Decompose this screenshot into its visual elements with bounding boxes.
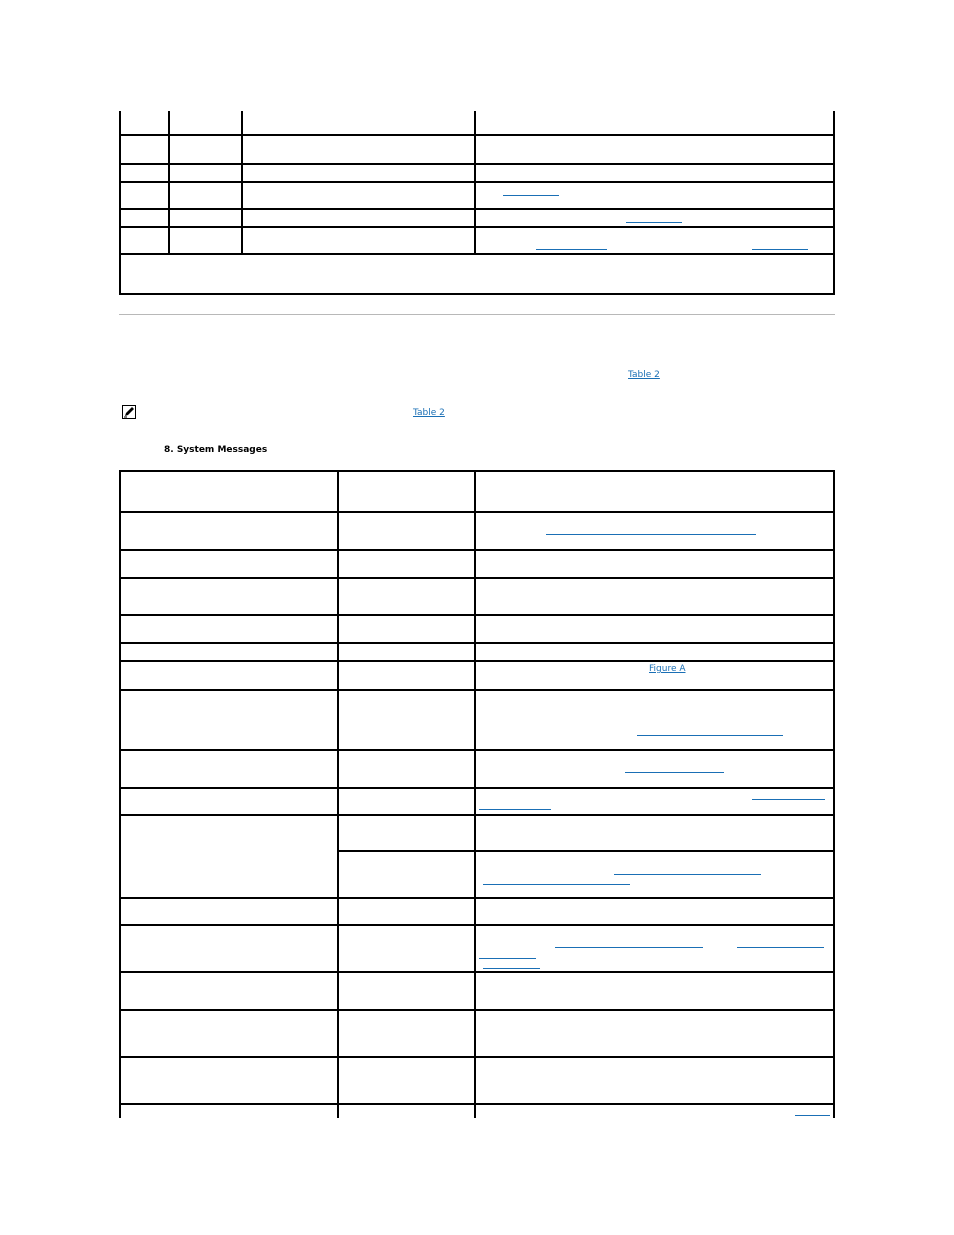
messages-table-link[interactable] xyxy=(479,958,536,959)
messages-table-link[interactable] xyxy=(637,735,783,736)
messages-table-link[interactable] xyxy=(614,874,761,875)
top-table-row-rule xyxy=(119,181,835,183)
messages-table-row-rule xyxy=(119,787,835,789)
messages-table-col-rule-2 xyxy=(474,470,476,1118)
note-table-2-link[interactable]: Table 2 xyxy=(413,408,445,418)
messages-table-link[interactable] xyxy=(795,1115,830,1116)
top-table-row-rule xyxy=(119,253,835,255)
messages-table-row-rule xyxy=(119,814,835,816)
note-pencil-icon xyxy=(122,405,136,419)
top-table-row-rule xyxy=(119,163,835,165)
messages-table-link[interactable] xyxy=(752,799,825,800)
messages-table-link[interactable] xyxy=(479,809,551,810)
top-table-col-rule-2 xyxy=(241,111,243,255)
top-table-border-right xyxy=(833,111,835,295)
messages-table-row-rule xyxy=(119,549,835,551)
messages-table-col-rule-1 xyxy=(337,470,339,1118)
top-table-row-rule xyxy=(119,134,835,136)
intro-table-2-link[interactable]: Table 2 xyxy=(628,370,660,380)
messages-table-border-right xyxy=(833,470,835,1118)
messages-table-row-rule xyxy=(119,924,835,926)
top-table-link[interactable] xyxy=(752,249,808,250)
messages-table-row-rule xyxy=(119,614,835,616)
messages-table-row-rule xyxy=(119,577,835,579)
messages-table-link[interactable] xyxy=(625,772,724,773)
messages-table-row-rule xyxy=(119,642,835,644)
table-caption: 8. System Messages xyxy=(164,445,268,455)
messages-table-row-rule xyxy=(119,1103,835,1105)
messages-table-row-rule xyxy=(119,971,835,973)
messages-table-link[interactable] xyxy=(737,947,824,948)
messages-table-row-rule xyxy=(119,749,835,751)
messages-table-border-top xyxy=(119,470,835,472)
messages-table-link[interactable] xyxy=(483,968,540,969)
messages-table-link[interactable] xyxy=(483,884,630,885)
top-table-link[interactable] xyxy=(626,222,682,223)
messages-table-row-rule xyxy=(119,1056,835,1058)
messages-table-link[interactable] xyxy=(546,534,756,535)
messages-table-row-rule-partial xyxy=(337,850,835,852)
messages-table-row-rule xyxy=(119,660,835,662)
messages-table-border-left xyxy=(119,470,121,1118)
top-table-border-left xyxy=(119,111,121,295)
messages-table-row-rule xyxy=(119,689,835,691)
top-table-link[interactable] xyxy=(536,249,607,250)
messages-table-row-rule xyxy=(119,1009,835,1011)
top-table-border-bottom xyxy=(119,293,835,295)
top-table-col-rule-1 xyxy=(168,111,170,255)
top-table-col-rule-3 xyxy=(474,111,476,255)
section-separator xyxy=(119,314,835,315)
messages-table-link[interactable] xyxy=(555,947,703,948)
messages-table-row-rule xyxy=(119,511,835,513)
top-table-row-rule xyxy=(119,226,835,228)
top-table-link[interactable] xyxy=(503,195,559,196)
figure-a-link[interactable]: Figure A xyxy=(649,664,686,674)
messages-table-row-rule xyxy=(119,897,835,899)
top-table-row-rule xyxy=(119,208,835,210)
